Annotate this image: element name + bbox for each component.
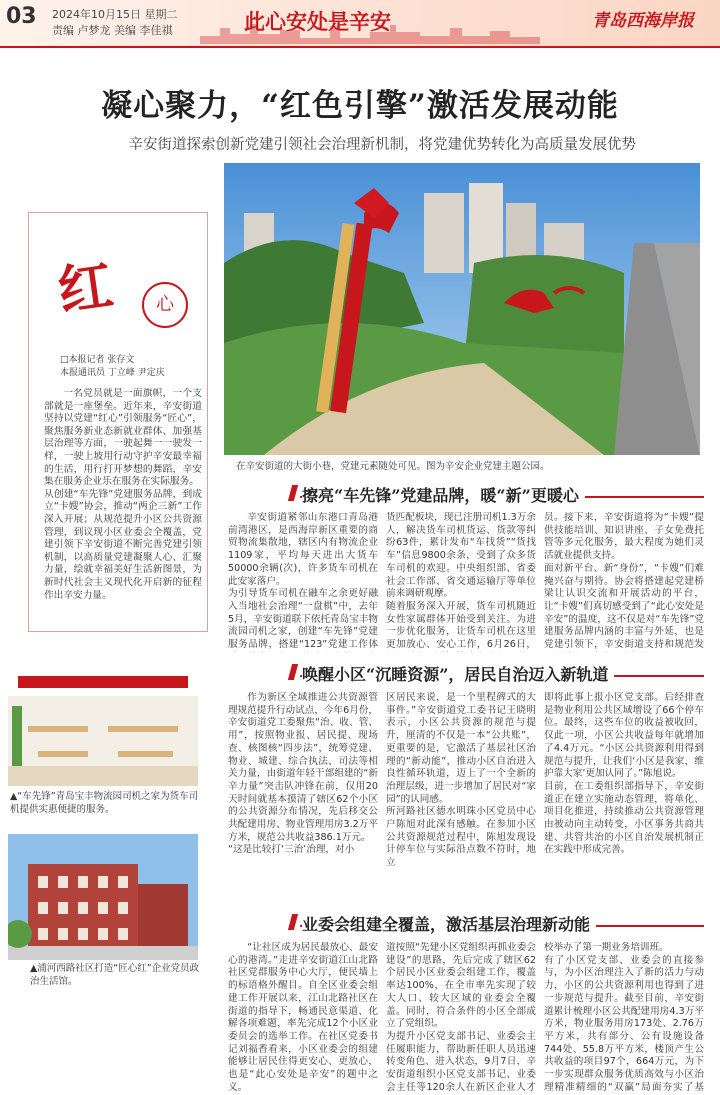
section2-column-2: 区居民来说，是一个里程碑式的大事件。”辛安街道党工委书记王晓明表示，小区公共资源的规范与提升，厘清的不仅是一本“公共账”，更重要的是，它激活了基层社区治理的“新动能”，推动小区自治进入良性循环轨道，迈上了一个全新的治理层级，进一步增加了居民对“家园”的认同感。 所河路社区德水明珠小区党员中心户陈旭对此深有感触。在参加小区公共资源规范过程中，陈旭发现设计停车位与实际沿点数不符时，地立 <box>386 692 536 869</box>
page-header <box>0 0 720 48</box>
red-building-caption: ▲浦河西路社区打造“匠心红”企业党员政治生活馆。 <box>30 963 200 987</box>
main-photo-caption: 在辛安街道的大街小巷，党建元素随处可见。图为辛安企业党建主题公园。 <box>236 461 550 472</box>
sidebar-big-character: 红 <box>54 252 117 324</box>
driver-home-photo <box>8 656 198 786</box>
headline: 凝心聚力，“红色引擎”激活发展动能 <box>101 88 619 124</box>
red-building-photo <box>8 834 198 960</box>
sidebar-author: □本报记者 张存文 本报通讯员 丁立峰 尹定庆 <box>60 355 165 378</box>
column-title: 此心安处是辛安 <box>244 10 391 34</box>
party-park-photo <box>224 163 700 455</box>
section1-heading: 擦亮“车先锋”党建品牌，暖“新”更暖心 <box>302 483 585 506</box>
section2-marker <box>288 664 298 680</box>
section2-column-3: 即将此事上报小区党支部。后经排查是物业利用公共区域增设了66个停车位。最终，这些车位的收益被收回，仅此一项，小区公共收益每年就增加了4.4万元。“小区公共资源利用得到规范与提升，让我们‘小区是我家，维护靠大家’更加认同了。”陈旭说。 目前，在工委组织部指导下，辛安街道正在建立实施动态管理，将单化、项目化推进，持续推动公共资源管理由被动向主动转变，小区事务共商共建、共管共治的小区自治发展机制正在实践中形成完善。 <box>544 692 704 856</box>
section1-column-3: 员。接下来，辛安街道将为“卡嫂”提供技能培训、知识讲座、子女免费托管等多元化服务，最大程度为她们灵活就业提供支持。 面对新平台、新“身份”，“卡嫂”们难掩兴奋与期待。协会将搭建起党建桥梁让认识交流和开展活动的平台，让“卡嫂”们真切感受到了“此心安处是辛安”的温度，这不仅是对“车先锋”党建服务品牌内涵的丰富与外延，也是党建引领下，辛安街道支持和规范发 <box>544 512 704 651</box>
section3-column-1: “让社区成为居民最放心、最安心的港湾。”走进辛安街道江山北路社区党群服务中心大厅，便民墙上的标语格外醒目。自全区业委会组建工作开展以来，江山北路社区在街道的指导下，畅通民意渠道、化解各项难题，率先完成12个小区业委员会的选举工作。在社区党委书记刘福香看来，小区业委会的组建能够让居民住得更安心、更放心，也是“此心安处是辛安”的题中之义。 <box>228 942 378 1092</box>
editor-credits: 责编 卢梦龙 美编 李佳祺 <box>52 24 173 37</box>
section1-column-1: 辛安街道紧邻山东港口青岛港前湾港区，是西海岸新区重要的商贸物流集散地，辖区内有物流企业1109家，平均每天进出大货车50000余辆(次)，许多货车司机在此安家落户。 为引导货车司机在融车之余更好融入当地社会治理“一盘棋”中，去年5月，辛安街道联下依托青岛宝丰物流园司机之家，创建“车先锋”党建服务品牌，搭建“123”党建工作体 <box>228 512 378 651</box>
section1-column-2: 货匹配板块，现已注册司机1.3万余人，解决货车司机货运、货款等纠纷63件，累计发布“车找货”“货找车”信息9800余条，受到了众多货车司机的欢迎。中央组织部、省委社会工作部、省交通运输厅等单位前来调研观摩。 随着服务深入开展，货车司机随近女性家属群体开始受到关注。为进一步优化服务，让货车司机在这里更加放心、安心工作，6月26日， <box>386 512 536 651</box>
section3-column-3: 校举办了第一期业务培训班。 有了小区党支部、业委会的直接参与，为小区治理注入了新的活力与动力，小区的公共资源利用也得到了进一步规范与提升。截至目前，辛安街道累计梳理小区公共配建用房4.3万平方米，物业服务用房173处、2.76万平方米，共有部分、公有设施设备744处、55.8万平方米，楼顶产生公共收益的项目97个，664万元，为下一步实现群众服务优质高效与小区治理精准精细的“双赢”局面夯实了基 <box>544 942 704 1092</box>
section3-marker <box>288 914 298 930</box>
page-number: 03 <box>6 4 37 29</box>
driver-home-caption: ▲“车先锋”青岛宝丰物流园司机之家为货车司机提供实惠便捷的服务。 <box>10 791 199 815</box>
issue-date: 2024年10月15日 星期二 <box>52 8 178 21</box>
section1-marker <box>288 485 298 501</box>
sidebar-body: 一名党员就是一面旗帜，一个支部就是一座堡垒。近年来，辛安街道坚持以党建“红心”引领服务“匠心”，聚焦服务新业态新就业群体、加强基层治理等方面，一驶起舞一一驶发一样，一驶上坡用行动守护辛安最幸福的生活，用行打开梦想的舞蹈，辛安集在服务企业乐在服务在实际服务。 从创建“车先锋”党建服务品牌，到成立“卡嫂”协会，推动“两企三新”工作深入开展；从规范提升小区公共资源管理，到议现小区业委会全覆盖，党建引领下辛安街道不断完善党建引领机制，以高质量党建凝聚人心、汇聚力量，绘就幸福美好生活新图景，为新时代社会主义现代化开启新的征程作出辛安力量。 <box>44 388 202 601</box>
subheadline: 辛安街道探索创新党建引领社会治理新机制，将党建优势转化为高质量发展优势 <box>128 137 636 153</box>
section3-column-2: 道按照“先建小区党组织再抓业委会建设”的思路，先后完成了辖区62个居民小区业委会组建工作，覆盖率达100%，在全市率先实现了较大人口、较大区域的业委会全覆盖。同时，符合条件的小区全部成立了党组织。 为提升小区党支部书记、业委会主任履职能力，帮助新任职人员迅速转变角色、进入状态，9月7日，辛安街道组织小区党支部书记、业委会主任等120余人在新区企业人才 <box>386 942 536 1092</box>
sidebar-circle-character: 心 <box>142 282 188 328</box>
section2-heading: 唤醒小区“沉睡资源”，居民自治迈入新轨道 <box>302 662 614 685</box>
section3-heading: 业委会组建全覆盖，激活基层治理新动能 <box>302 912 596 935</box>
newspaper-logo: 青岛西海岸报 <box>592 11 694 31</box>
section2-column-1: 作为新区全域推进公共资源管理规范提升行动试点，今年6月份，辛安街道党工委聚焦“治、收、管、用”，按照物业报、居民提、现场查、核图核“四步法”，统筹党建、物业、城建、综合执法、司法等相关力量，由街道年轻干部组建的“新辛力量”突击队冲锋在前，仅用20天时间就基本摸清了辖区62个小区的公共资源分布情况，先后移交公共配建用房、物业管理用房3.2万平方米，规范公共收益386.1万元。 “这是比较打‘三治’治理，对小 <box>228 692 378 856</box>
